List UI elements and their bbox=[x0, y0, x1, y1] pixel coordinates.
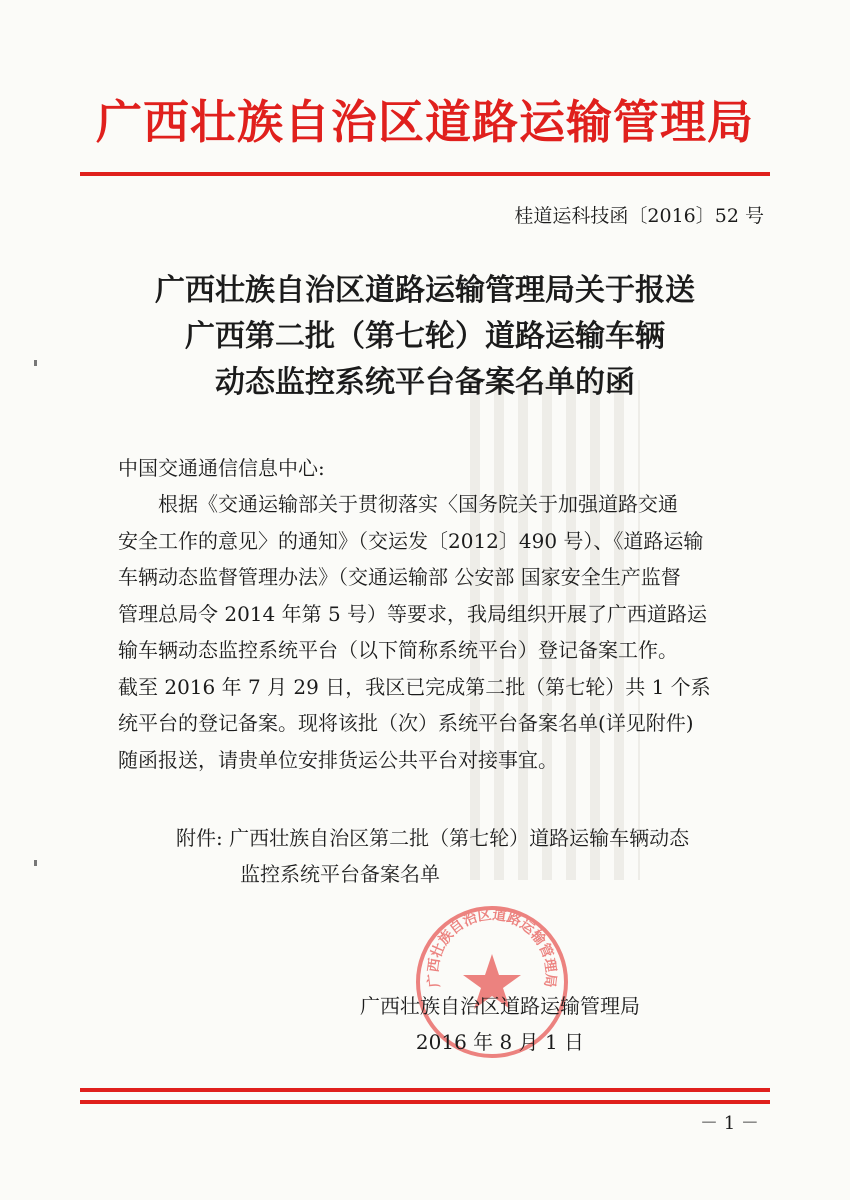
title-line: 广西壮族自治区道路运输管理局关于报送 bbox=[155, 273, 695, 308]
body-line: 管理总局令 2014 年第 5 号）等要求，我局组织开展了广西道路运 bbox=[118, 601, 708, 626]
title-line: 动态监控系统平台备案名单的函 bbox=[215, 365, 635, 400]
footer-divider bbox=[80, 1100, 770, 1104]
attachment-line: 附件: 广西壮族自治区第二批（第七轮）道路运输车辆动态 bbox=[176, 826, 690, 850]
signing-organization: 广西壮族自治区道路运输管理局 bbox=[360, 994, 640, 1018]
body-line: 根据《交通运输部关于贯彻落实〈国务院关于加强道路交通 bbox=[158, 492, 678, 516]
attachment-note bbox=[176, 820, 689, 892]
body-line: 安全工作的意见〉的通知》（交运发〔2012〕490 号）、《道路运输 bbox=[118, 528, 704, 553]
letter-body bbox=[118, 486, 768, 778]
attachment-line: 监控系统平台备案名单 bbox=[240, 862, 440, 886]
body-line: 统平台的登记备案。现将该批（次）系统平台备案名单(详见附件) bbox=[118, 711, 694, 735]
body-line: 随函报送，请贵单位安排货运公共平台对接事宜。 bbox=[118, 747, 558, 772]
signature-block bbox=[340, 988, 660, 1060]
body-line: 输车辆动态监控系统平台（以下简称系统平台）登记备案工作。 bbox=[118, 638, 678, 662]
document-number: 桂道运科技函〔2016〕52 号 bbox=[514, 205, 764, 227]
body-line: 截至 2016 年 7 月 29 日，我区已完成第二批（第七轮）共 1 个系 bbox=[118, 674, 711, 699]
document-title bbox=[0, 268, 850, 406]
issuing-organization-header: 广西壮族自治区道路运输管理局 bbox=[96, 95, 754, 149]
footer-divider bbox=[80, 1088, 770, 1092]
punch-hole-mark bbox=[34, 360, 37, 366]
seal-text: 广西壮族自治区道路运输管理局 bbox=[425, 907, 559, 989]
title-line: 广西第二批（第七轮）道路运输车辆 bbox=[185, 319, 665, 354]
salutation: 中国交通通信信息中心: bbox=[118, 456, 325, 480]
body-line: 车辆动态监督管理办法》（交通运输部 公安部 国家安全生产监督 bbox=[118, 565, 681, 589]
page-number: － 1 － bbox=[700, 1113, 759, 1134]
signing-date: 2016 年 8 月 1 日 bbox=[415, 1030, 585, 1054]
header-divider bbox=[80, 172, 770, 176]
punch-hole-mark bbox=[34, 860, 37, 866]
